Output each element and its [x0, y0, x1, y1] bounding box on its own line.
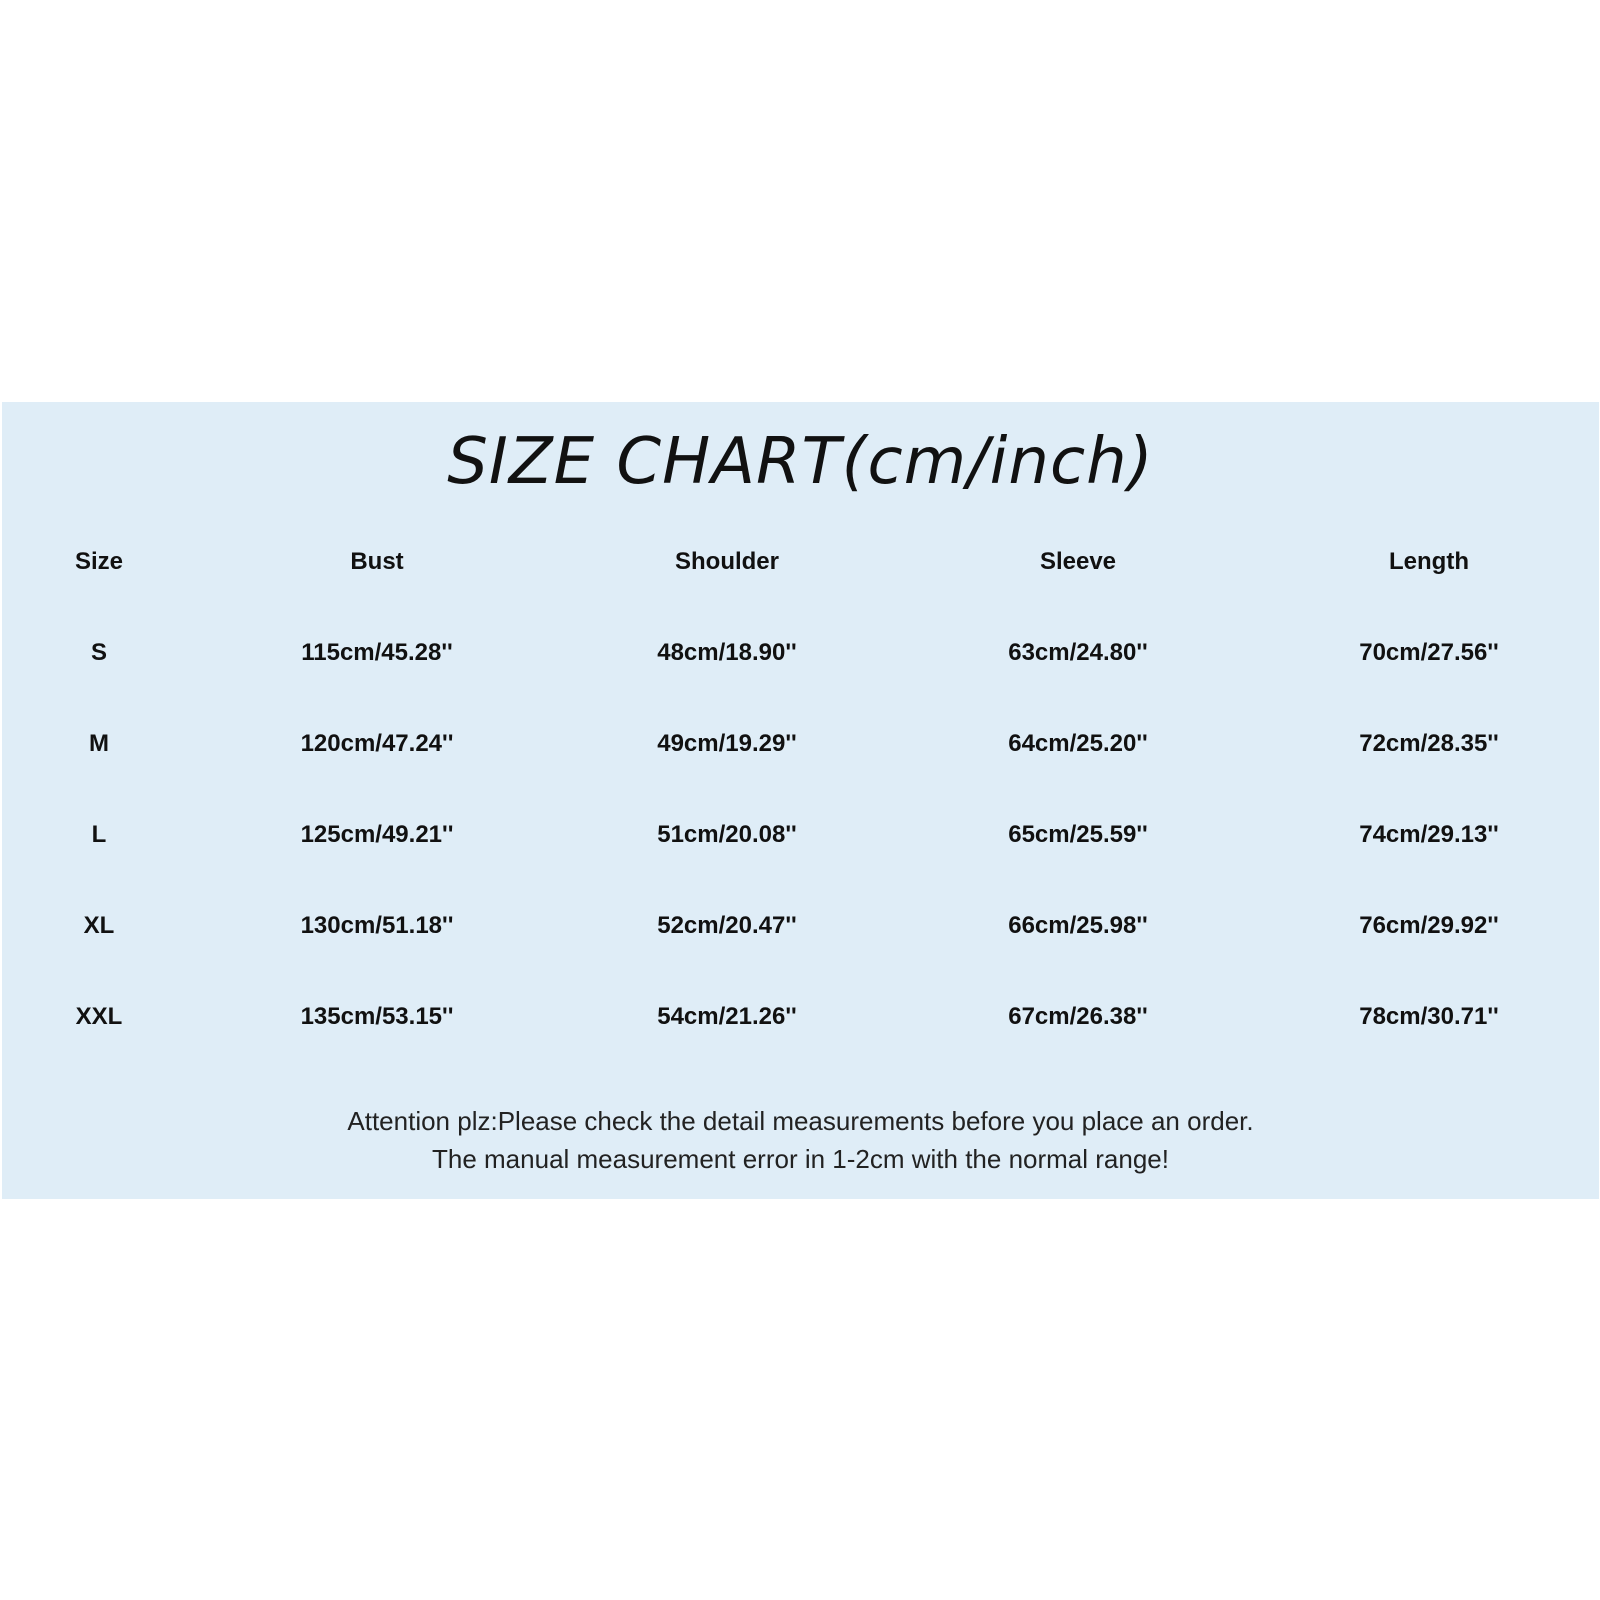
bust-cell: 120cm/47.24'': [300, 730, 454, 757]
sleeve-cell: 65cm/25.59'': [1008, 821, 1148, 848]
measurement-error-note: The manual measurement error in 1-2cm with the normal range!: [432, 1144, 1169, 1174]
table-row: [2, 815, 1599, 855]
size-cell: M: [89, 730, 109, 757]
size-cell: S: [90, 639, 107, 666]
header-bust: Bust: [350, 548, 404, 575]
sleeve-cell: 63cm/24.80'': [1008, 639, 1148, 666]
shoulder-cell: 49cm/19.29'': [657, 730, 797, 757]
bust-cell: 130cm/51.18'': [300, 912, 454, 939]
table-row: [2, 997, 1599, 1037]
sleeve-cell: 64cm/25.20'': [1008, 730, 1148, 757]
shoulder-cell: 51cm/20.08'': [657, 821, 797, 848]
table-row: [2, 724, 1599, 764]
sleeve-cell: 66cm/25.98'': [1008, 912, 1148, 939]
bust-cell: 135cm/53.15'': [300, 1003, 454, 1030]
header-size: Size: [74, 548, 124, 575]
size-chart-panel: [2, 402, 1599, 1199]
size-cell: XXL: [75, 1003, 123, 1030]
table-row: [2, 906, 1599, 946]
table-header-row: [2, 542, 1599, 582]
length-cell: 72cm/28.35'': [1359, 730, 1499, 757]
size-chart-title: SIZE CHART(cm/inch): [447, 425, 1154, 499]
shoulder-cell: 48cm/18.90'': [657, 639, 797, 666]
attention-note: Attention plz:Please check the detail measurements before you place an order.: [347, 1106, 1254, 1136]
length-cell: 74cm/29.13'': [1359, 821, 1499, 848]
header-shoulder: Shoulder: [674, 548, 779, 575]
header-sleeve: Sleeve: [1039, 548, 1117, 575]
bust-cell: 125cm/49.21'': [300, 821, 454, 848]
bust-cell: 115cm/45.28'': [301, 639, 453, 666]
length-cell: 70cm/27.56'': [1359, 639, 1499, 666]
shoulder-cell: 54cm/21.26'': [657, 1003, 797, 1030]
header-length: Length: [1389, 548, 1469, 575]
shoulder-cell: 52cm/20.47'': [657, 912, 797, 939]
size-cell: L: [91, 821, 107, 848]
length-cell: 76cm/29.92'': [1359, 912, 1499, 939]
sleeve-cell: 67cm/26.38'': [1008, 1003, 1148, 1030]
size-cell: XL: [83, 912, 115, 939]
length-cell: 78cm/30.71'': [1359, 1003, 1499, 1030]
table-row: [2, 633, 1599, 673]
